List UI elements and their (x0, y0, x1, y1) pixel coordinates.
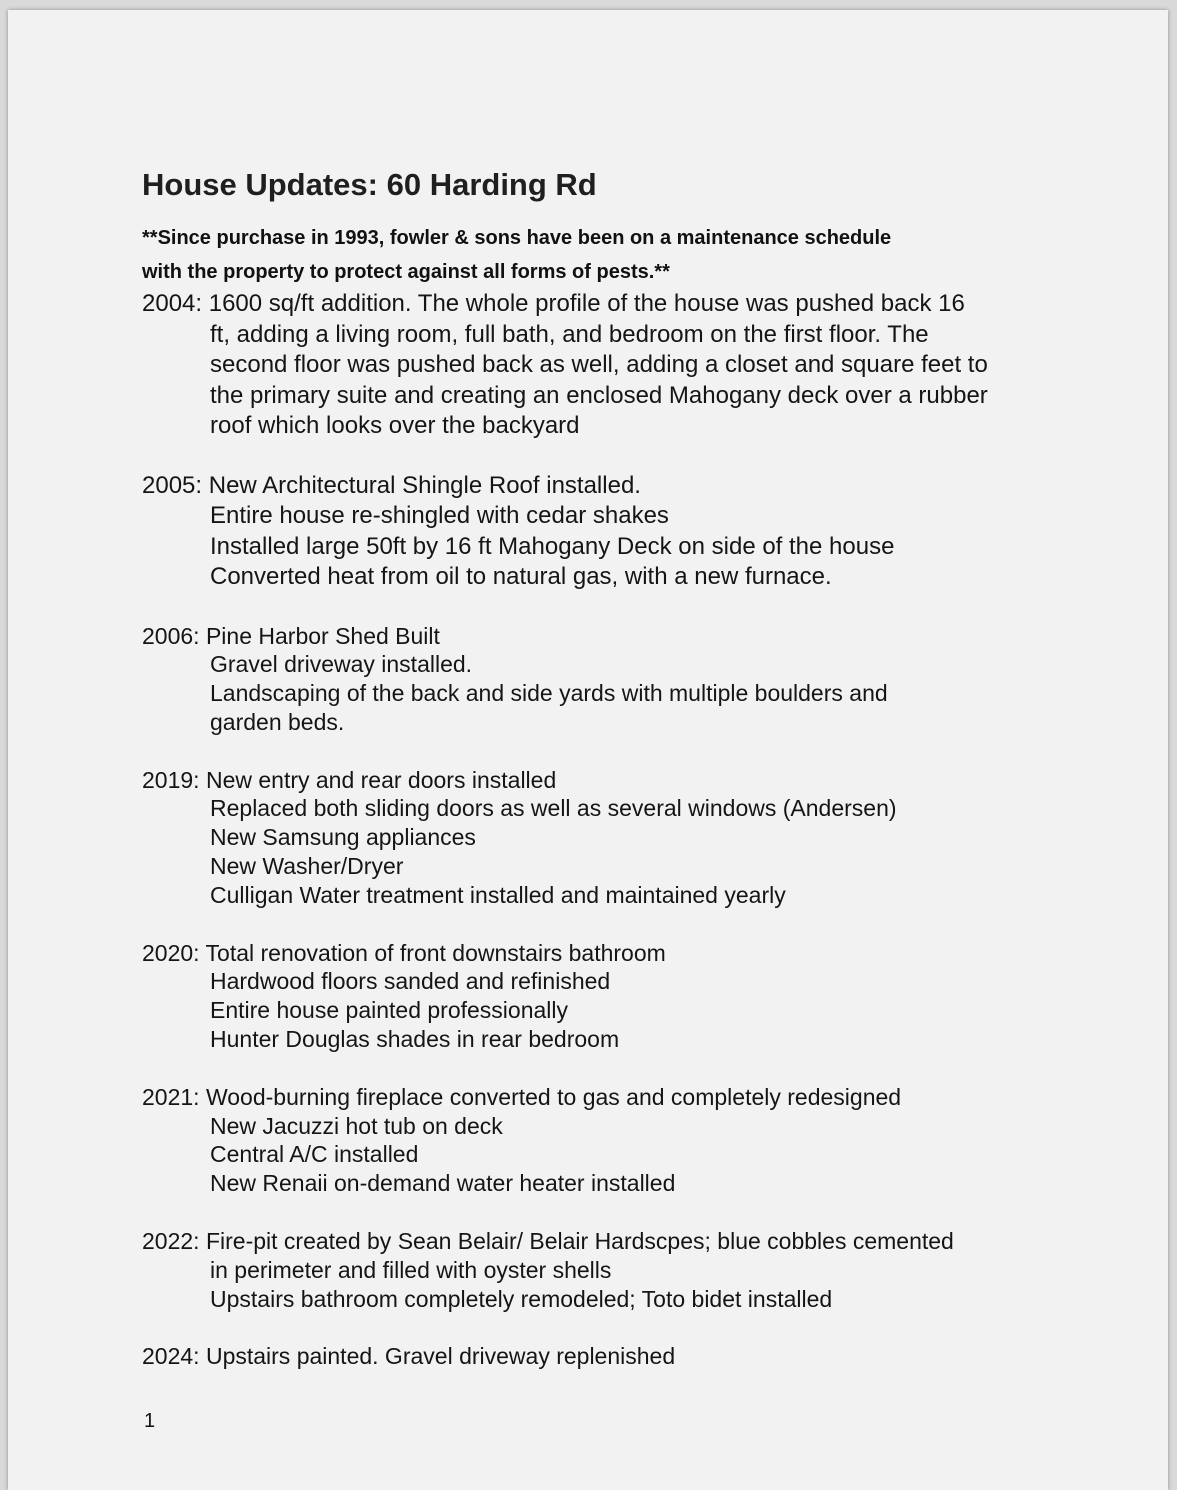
entry-line: roof which looks over the backyard (210, 412, 580, 439)
entry-year: 2024 (142, 1343, 194, 1370)
entry-line: Entire house re-shingled with cedar shakes (210, 502, 669, 529)
entry-text: New entry and rear doors installed (205, 766, 557, 793)
entry-line: second floor was pushed back as well, adding a closet and square feet to (210, 351, 988, 378)
entry-text: 1600 sq/ft addition. The whole profile of the house was pushed back 16 (208, 290, 965, 317)
entry-line: Culligan Water treatment installed and maintained yearly (210, 881, 786, 908)
update-entry (142, 289, 1042, 442)
entry-text: Wood-burning fireplace converted to gas and completely redesigned (205, 1083, 902, 1110)
entry-line: ft, adding a living room, full bath, and bedroom on the first floor. The (210, 320, 929, 348)
entry-year: 2021 (142, 1083, 194, 1110)
entry-text: Fire-pit created by Sean Belair/ Belair Hardscpes; blue cobbles cemented (205, 1228, 954, 1255)
entry-first-line: 2022: Fire-pit created by Sean Belair/ Belair Hardscpes; blue cobbles cemented (142, 1228, 954, 1255)
update-entry (142, 1227, 1042, 1313)
entry-spacer (142, 737, 1042, 766)
entry-line: in perimeter and filled with oyster shells (210, 1256, 612, 1283)
update-entries (142, 289, 1042, 1371)
entry-first-line: 2019: New entry and rear doors installed (142, 766, 557, 793)
entry-first-line: 2020: Total renovation of front downstairs bathroom (142, 939, 666, 966)
entry-first-line: 2004: 1600 sq/ft addition. The whole profile of the house was pushed back 16 (142, 290, 965, 317)
entry-year: 2005 (142, 471, 196, 499)
entry-line: Installed large 50ft by 16 ft Mahogany Deck on side of the house (210, 532, 895, 560)
update-entry (142, 622, 1042, 737)
update-entry (142, 471, 1042, 593)
entry-line: Hardwood floors sanded and refinished (210, 968, 611, 995)
entry-line: New Samsung appliances (210, 824, 476, 851)
update-entry (142, 1083, 1042, 1198)
entry-text: Total renovation of front downstairs bathroom (205, 939, 666, 966)
entry-year: 2022 (142, 1228, 194, 1255)
entry-spacer (142, 442, 1042, 471)
entry-year: 2004 (142, 290, 196, 317)
document-page (8, 10, 1168, 1490)
entry-spacer (142, 1054, 1042, 1083)
pest-note-line-2: with the property to protect against all forms of pests.** (142, 261, 670, 283)
entry-year: 2020 (142, 939, 194, 966)
update-entry (142, 766, 1042, 910)
entry-spacer (142, 1198, 1042, 1227)
page-number: 1 (144, 1410, 156, 1432)
entry-line: Landscaping of the back and side yards with multiple boulders and (210, 680, 888, 707)
entry-spacer (142, 1313, 1042, 1342)
entry-text: New Architectural Shingle Roof installed. (208, 471, 641, 499)
entry-spacer (142, 910, 1042, 939)
entry-line: Converted heat from oil to natural gas, with a new furnace. (210, 563, 832, 590)
entry-line: the primary suite and creating an enclosed Mahogany deck over a rubber (210, 381, 988, 409)
entry-line: New Washer/Dryer (210, 853, 404, 880)
entry-line: New Jacuzzi hot tub on deck (210, 1112, 503, 1139)
entry-line: New Renaii on-demand water heater installed (210, 1170, 676, 1197)
entry-line: Gravel driveway installed. (210, 651, 473, 678)
entry-spacer (142, 593, 1042, 622)
entry-line: Entire house painted professionally (210, 997, 569, 1024)
document-content (142, 165, 1042, 1371)
update-entry (142, 939, 1042, 1054)
entry-line: Replaced both sliding doors as well as several windows (Andersen) (210, 795, 897, 822)
document-title: House Updates: 60 Harding Rd (142, 167, 597, 202)
entry-first-line: 2021: Wood-burning fireplace converted to gas and completely redesigned (142, 1083, 902, 1110)
entry-text: Pine Harbor Shed Built (205, 622, 440, 649)
update-entry (142, 1342, 1042, 1371)
entry-line: Upstairs bathroom completely remodeled; Toto bidet installed (210, 1285, 833, 1312)
entry-first-line: 2006: Pine Harbor Shed Built (142, 622, 440, 649)
entry-line: Central A/C installed (210, 1141, 419, 1168)
entry-year: 2019 (142, 766, 194, 793)
entry-first-line: 2005: New Architectural Shingle Roof installed. (142, 471, 641, 499)
entry-text: Upstairs painted. Gravel driveway replenished (205, 1343, 676, 1370)
pest-note-line-1: **Since purchase in 1993, fowler & sons have been on a maintenance schedule (142, 227, 892, 249)
entry-year: 2006 (142, 622, 194, 649)
entry-line: garden beds. (210, 708, 345, 735)
entry-first-line: 2024: Upstairs painted. Gravel driveway replenished (142, 1343, 676, 1370)
entry-line: Hunter Douglas shades in rear bedroom (210, 1026, 620, 1053)
